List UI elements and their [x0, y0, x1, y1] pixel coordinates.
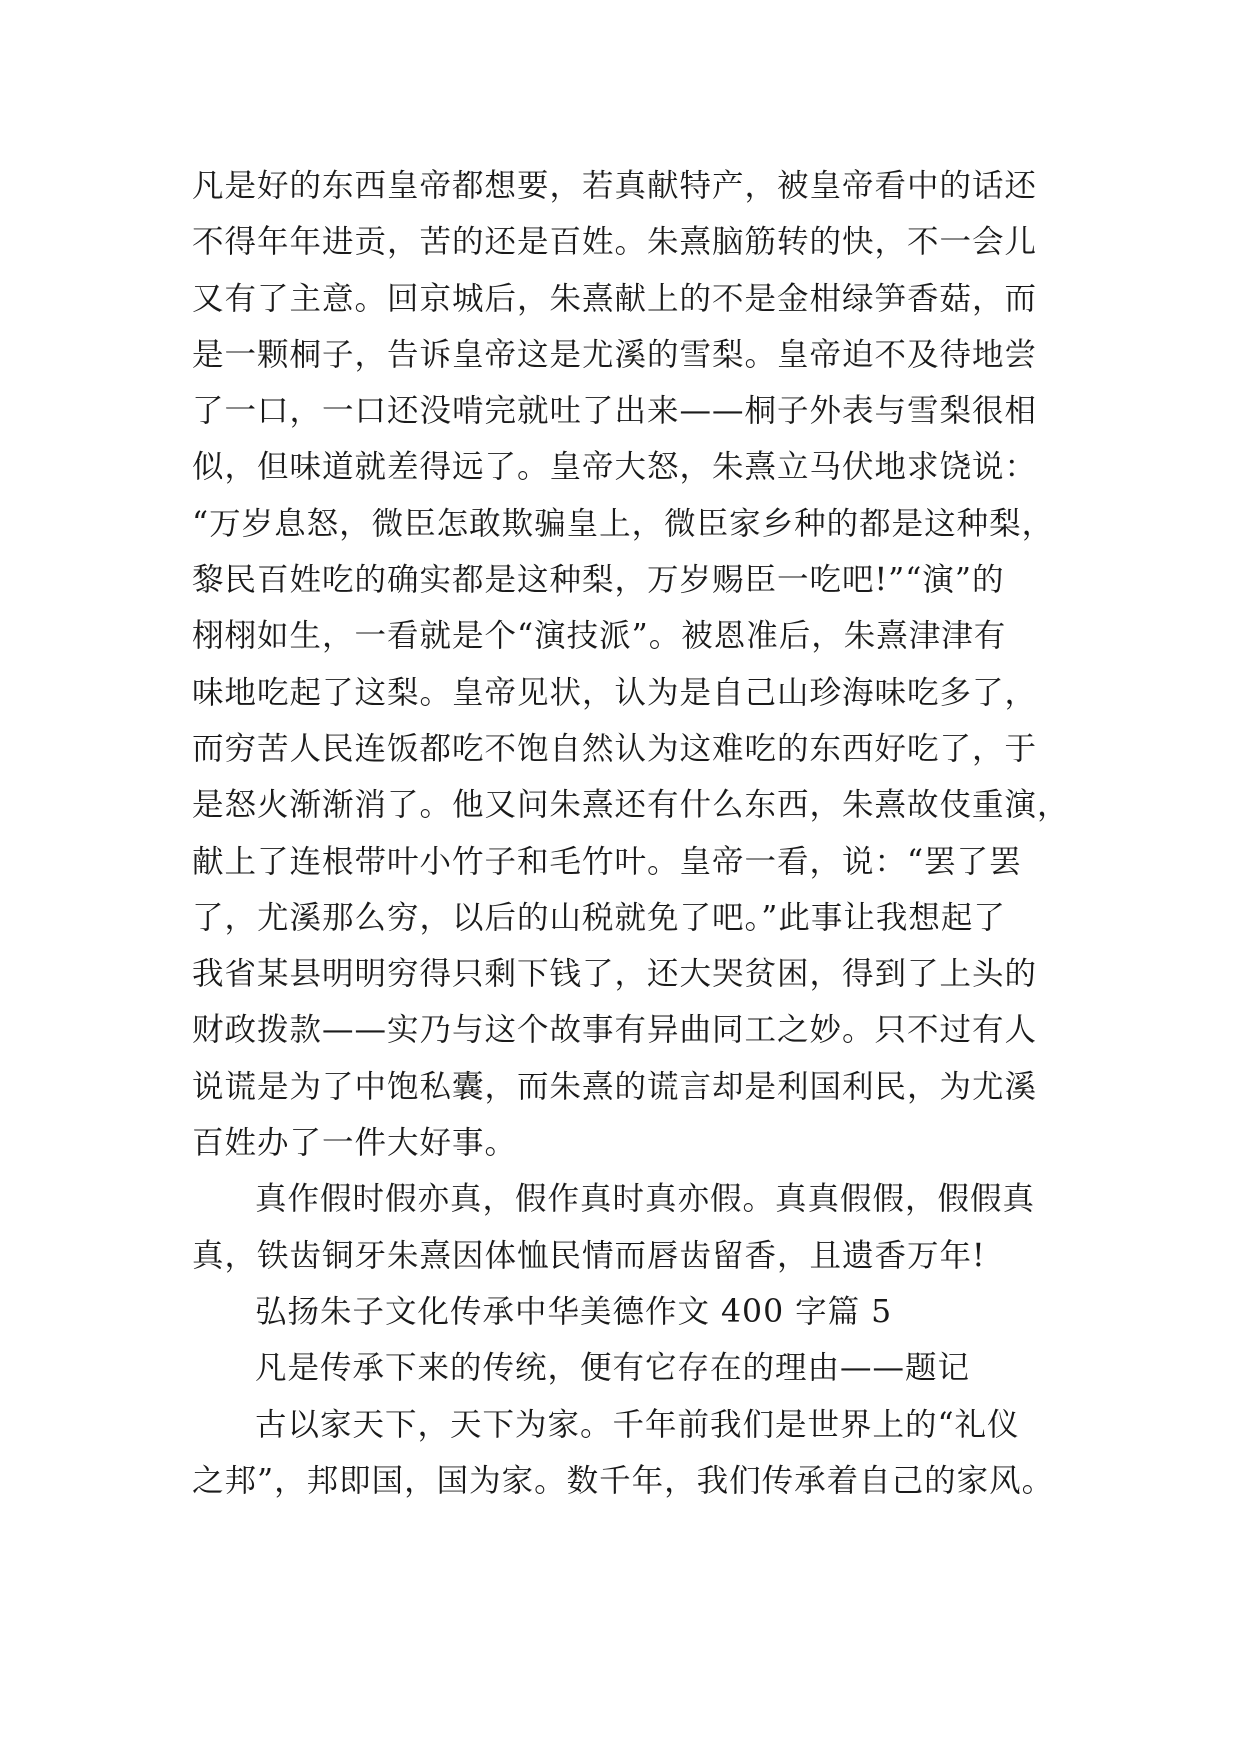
text-line: 是一颗桐子，告诉皇帝这是尤溪的雪梨。皇帝迫不及待地尝	[192, 336, 1038, 373]
text-line: 献上了连根带叶小竹子和毛竹叶。皇帝一看，说：“罢了罢	[192, 843, 1022, 880]
text-line: 凡是传承下来的传统，便有它存在的理由——题记	[255, 1350, 971, 1387]
text-line: 栩栩如生，一看就是个“演技派”。被恩准后，朱熹津津有	[192, 618, 1007, 655]
text-line: 百姓办了一件大好事。	[192, 1125, 518, 1162]
text-line: 凡是好的东西皇帝都想要，若真献特产，被皇帝看中的话还	[192, 168, 1038, 204]
text-line: 财政拨款——实乃与这个故事有异曲同工之妙。只不过有人	[192, 1012, 1038, 1049]
text-line: 了，尤溪那么穷，以后的山税就免了吧。”此事让我想起了	[192, 899, 1006, 936]
text-line: 我省某县明明穷得只剩下钱了，还大哭贫困，得到了上头的	[192, 956, 1038, 993]
text-line: 似，但味道就差得远了。皇帝大怒，朱熹立马伏地求饶说：	[192, 449, 1038, 486]
text-line: 说谎是为了中饱私囊，而朱熹的谎言却是利国利民，为尤溪	[192, 1068, 1038, 1105]
text-line: 真作假时假亦真，假作真时真亦假。真真假假，假假真	[255, 1181, 1036, 1218]
text-line: 又有了主意。回京城后，朱熹献上的不是金柑绿笋香菇，而	[192, 280, 1038, 317]
text-line: 黎民百姓吃的确实都是这种梨，万岁赐臣一吃吧!”“演”的	[192, 562, 1005, 599]
text-line: 而穷苦人民连饭都吃不饱自然认为这难吃的东西好吃了，于	[192, 730, 1038, 767]
text-line: 是怒火渐渐消了。他又问朱熹还有什么东西，朱熹故伎重演，	[192, 787, 1070, 824]
text-line: 之邦”，邦即国，国为家。数千年，我们传承着自己的家风。	[192, 1462, 1055, 1499]
text-line: 了一口，一口还没啃完就吐了出来——桐子外表与雪梨很相	[192, 393, 1038, 430]
text-line: 味地吃起了这梨。皇帝见状，认为是自己山珍海味吃多了，	[192, 674, 1038, 711]
text-line: 真，铁齿铜牙朱熹因体恤民情而唇齿留香，且遗香万年!	[192, 1237, 986, 1274]
text-line: 不得年年进贡，苦的还是百姓。朱熹脑筋转的快，不一会儿	[192, 224, 1038, 261]
text-line: “万岁息怒，微臣怎敢欺骗皇上，微臣家乡种的都是这种梨，	[192, 505, 1055, 542]
text-line: 古以家天下，天下为家。千年前我们是世界上的“礼仪	[255, 1406, 1020, 1443]
document-body	[192, 158, 1072, 1509]
text-line: 弘扬朱子文化传承中华美德作文 400 字篇 5	[255, 1293, 893, 1330]
